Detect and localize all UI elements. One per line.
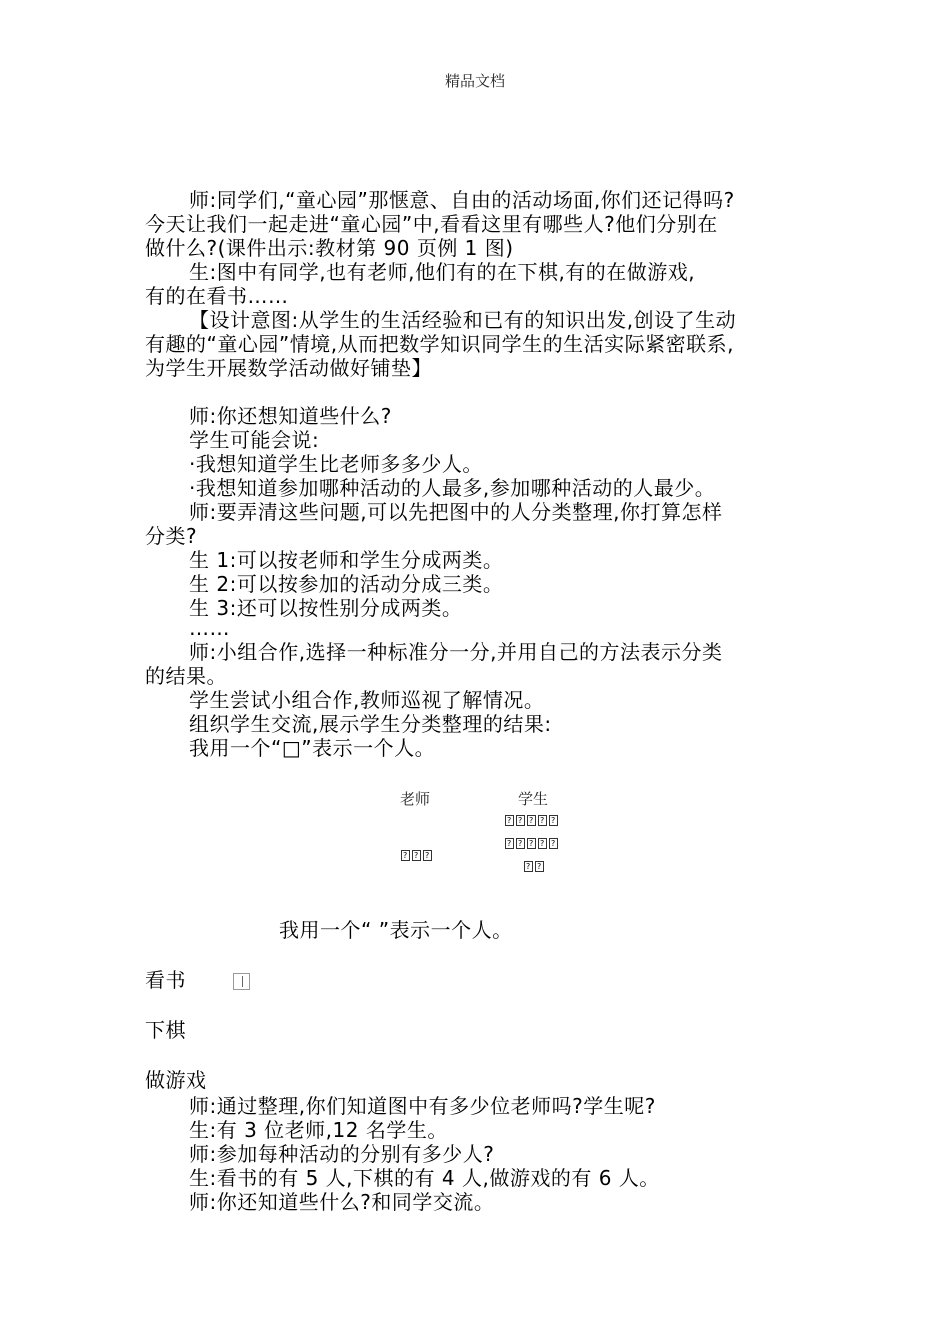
teacher-person-glyph bbox=[412, 850, 421, 861]
text-line: 我用一个“□”表示一个人。 bbox=[189, 736, 436, 760]
page-header: 精品文档 bbox=[444, 72, 505, 90]
text-line: 生:图中有同学,也有老师,他们有的在下棋,有的在做游戏, bbox=[189, 260, 696, 284]
student-person-glyph bbox=[549, 838, 558, 849]
student-column-label: 学生 bbox=[518, 790, 549, 808]
activity-label-reading: 看书 bbox=[145, 968, 186, 992]
ellipsis: …… bbox=[189, 616, 230, 640]
second-representation-text: 我用一个“ ”表示一个人。 bbox=[279, 918, 513, 942]
text-line: 生:看书的有 5 人,下棋的有 4 人,做游戏的有 6 人。 bbox=[189, 1166, 660, 1190]
student-person-glyph bbox=[527, 838, 536, 849]
text-line: 生 3:还可以按性别分成两类。 bbox=[189, 596, 463, 620]
text-line: 生 1:可以按老师和学生分成两类。 bbox=[189, 548, 504, 572]
student-person-glyph bbox=[505, 838, 514, 849]
teacher-person-glyph bbox=[423, 850, 432, 861]
text-line: 生 2:可以按参加的活动分成三类。 bbox=[189, 572, 504, 596]
text-line: 有的在看书…… bbox=[145, 284, 289, 308]
bullet-item: ·我想知道学生比老师多多少人。 bbox=[189, 452, 483, 476]
student-person-glyph bbox=[516, 815, 525, 826]
text-line: 师:参加每种活动的分别有多少人? bbox=[189, 1142, 495, 1166]
text-line: 分类? bbox=[145, 524, 198, 548]
text-line: 师:要弄清这些问题,可以先把图中的人分类整理,你打算怎样 bbox=[189, 500, 723, 524]
text-line: 师:你还想知道些什么? bbox=[189, 404, 392, 428]
bullet-item: ·我想知道参加哪种活动的人最多,参加哪种活动的人最少。 bbox=[189, 476, 716, 500]
text-line: 的结果。 bbox=[145, 664, 227, 688]
student-person-glyph bbox=[549, 815, 558, 826]
teacher-glyph-row bbox=[401, 850, 432, 861]
student-glyph-row bbox=[505, 815, 558, 826]
text-line: 组织学生交流,展示学生分类整理的结果: bbox=[189, 712, 552, 736]
student-glyph-row bbox=[524, 861, 544, 872]
activity-label-games: 做游戏 bbox=[145, 1068, 207, 1092]
design-intent-text: 为学生开展数学活动做好铺垫】 bbox=[145, 356, 432, 380]
text-line: 学生可能会说: bbox=[189, 428, 320, 452]
design-intent-text: 【设计意图:从学生的生活经验和已有的知识出发,创设了生动 bbox=[189, 308, 737, 332]
student-person-glyph bbox=[505, 815, 514, 826]
text-line: 今天让我们一起走进“童心园”中,看看这里有哪些人?他们分别在 bbox=[145, 212, 718, 236]
text-line: 师:你还知道些什么?和同学交流。 bbox=[189, 1190, 495, 1214]
symbol-icon bbox=[233, 973, 250, 990]
text-line: 师:同学们,“童心园”那惬意、自由的活动场面,你们还记得吗? bbox=[189, 188, 735, 212]
text-line: 生:有 3 位老师,12 名学生。 bbox=[189, 1118, 448, 1142]
text-line: 师:通过整理,你们知道图中有多少位老师吗?学生呢? bbox=[189, 1094, 656, 1118]
student-person-glyph bbox=[538, 838, 547, 849]
text-line: 学生尝试小组合作,教师巡视了解情况。 bbox=[189, 688, 545, 712]
teacher-column-label: 老师 bbox=[400, 790, 431, 808]
design-intent-text: 有趣的“童心园”情境,从而把数学知识同学生的生活实际紧密联系, bbox=[145, 332, 734, 356]
text-line: 做什么?(课件出示:教材第 90 页例 1 图) bbox=[145, 236, 514, 260]
student-person-glyph bbox=[516, 838, 525, 849]
text-line: 师:小组合作,选择一种标准分一分,并用自己的方法表示分类 bbox=[189, 640, 723, 664]
student-person-glyph bbox=[535, 861, 544, 872]
student-person-glyph bbox=[527, 815, 536, 826]
student-glyph-row bbox=[505, 838, 558, 849]
student-person-glyph bbox=[538, 815, 547, 826]
teacher-person-glyph bbox=[401, 850, 410, 861]
student-person-glyph bbox=[524, 861, 533, 872]
activity-label-chess: 下棋 bbox=[145, 1018, 186, 1042]
